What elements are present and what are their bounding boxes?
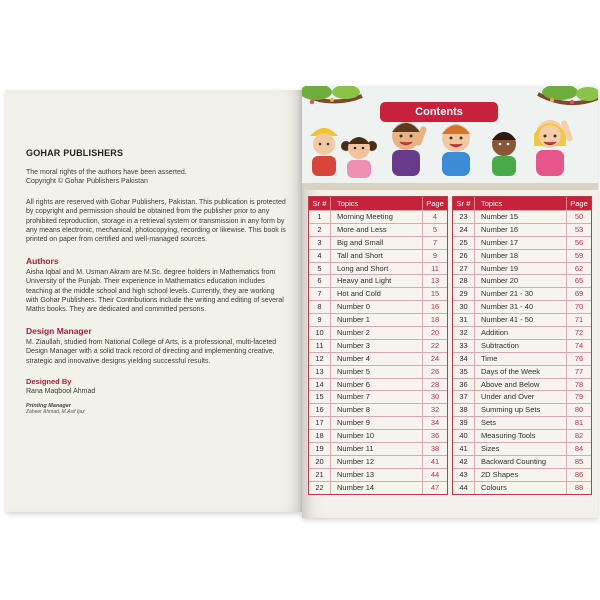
page-cell: 59 xyxy=(574,250,584,260)
topic-cell: Number 11 xyxy=(331,443,423,455)
sr-cell: 41 xyxy=(453,443,475,455)
topic-cell: Number 12 xyxy=(331,456,423,468)
topic-cell: Sizes xyxy=(475,443,567,455)
page-cell: 26 xyxy=(430,366,440,376)
topic-cell: Number 2 xyxy=(331,327,423,339)
sr-cell: 32 xyxy=(453,327,475,339)
contents-table-left xyxy=(308,196,448,495)
sr-column-header: Sr # xyxy=(309,197,331,210)
table-row xyxy=(309,378,447,391)
sr-cell: 8 xyxy=(309,301,331,313)
sr-cell: 22 xyxy=(309,482,331,494)
sr-cell: 27 xyxy=(453,263,475,275)
page-cell: 36 xyxy=(430,431,440,441)
page-cell: 69 xyxy=(574,289,584,299)
table-row xyxy=(309,249,447,262)
table-row xyxy=(309,455,447,468)
sr-cell: 10 xyxy=(309,327,331,339)
rights-block xyxy=(26,168,288,187)
page-cell: 74 xyxy=(574,340,584,350)
topic-cell: Number 5 xyxy=(331,366,423,378)
topic-cell: Number 17 xyxy=(475,237,567,249)
table-row xyxy=(453,403,591,416)
sr-cell: 19 xyxy=(309,443,331,455)
topic-cell: Heavy and Light xyxy=(331,275,423,287)
table-row xyxy=(453,326,591,339)
table-row xyxy=(453,416,591,429)
authors-text: Aisha Iqbal and M. Usman Akram are M.Sc. degree holders in Mathematics from University of the Punjab. Their experience in Mathematics education includes teaching at the middle school and high school levels. Currently, they are working with Gohar Publishers. Their Contributions include the writing and editing of several Maths books. They are dedicated and committed persons. xyxy=(26,268,284,314)
topic-cell: Number 21 - 30 xyxy=(475,288,567,300)
sr-cell: 4 xyxy=(309,250,331,262)
sr-cell: 44 xyxy=(453,482,475,494)
page-cell: 82 xyxy=(574,431,584,441)
printing-manager-text: Zaheer Ahmad, M.Asif Ijaz xyxy=(26,408,85,415)
table-row xyxy=(453,287,591,300)
page-cell: 84 xyxy=(574,444,584,454)
page-cell: 28 xyxy=(430,379,440,389)
table-row xyxy=(309,468,447,481)
table-row xyxy=(453,390,591,403)
table-row xyxy=(453,378,591,391)
table-row xyxy=(453,223,591,236)
table-row xyxy=(453,339,591,352)
contents-table-right xyxy=(452,196,592,495)
page-cell: 11 xyxy=(431,263,439,273)
sr-cell: 30 xyxy=(453,301,475,313)
page-column-header: Page xyxy=(570,199,588,208)
sr-cell: 5 xyxy=(309,263,331,275)
page-cell: 80 xyxy=(574,405,584,415)
page-cell: 70 xyxy=(574,302,584,312)
designed-by-heading: Designed By xyxy=(26,377,72,387)
topic-cell: Addition xyxy=(475,327,567,339)
page-cell: 5 xyxy=(432,224,438,234)
topic-cell: Number 20 xyxy=(475,275,567,287)
cartoon-banner xyxy=(302,86,598,190)
table-row xyxy=(309,352,447,365)
topic-cell: Number 41 - 50 xyxy=(475,314,567,326)
table-row xyxy=(309,442,447,455)
page-cell: 78 xyxy=(574,379,584,389)
page-cell: 4 xyxy=(432,212,438,221)
sr-cell: 23 xyxy=(453,211,475,223)
sr-cell: 7 xyxy=(309,288,331,300)
topic-cell: Tall and Short xyxy=(331,250,423,262)
sr-cell: 35 xyxy=(453,366,475,378)
sr-cell: 17 xyxy=(309,417,331,429)
topic-cell: Big and Small xyxy=(331,237,423,249)
copyright-text: Copyright © Gohar Publishers Pakistan xyxy=(26,178,148,186)
sr-cell: 31 xyxy=(453,314,475,326)
table-row xyxy=(453,262,591,275)
sr-cell: 13 xyxy=(309,366,331,378)
page-cell: 44 xyxy=(430,469,440,479)
sr-column-header: Sr # xyxy=(453,197,475,210)
page-cell: 56 xyxy=(574,237,584,247)
sr-cell: 38 xyxy=(453,404,475,416)
topic-cell: Number 6 xyxy=(331,379,423,391)
page-cell: 50 xyxy=(574,212,584,221)
topic-cell: Summing up Sets xyxy=(475,404,567,416)
sr-cell: 24 xyxy=(453,224,475,236)
topic-cell: Backward Counting xyxy=(475,456,567,468)
design-manager-text: M. Ziaullah, studied from National College of Arts, is a professional, multi-faceted Design Manager with a solid track record of directing and implementing creative, strategic and innovative designs yielding successful results. xyxy=(26,338,277,365)
sr-cell: 42 xyxy=(453,456,475,468)
table-row xyxy=(453,352,591,365)
table-row xyxy=(453,249,591,262)
topic-cell: Above and Below xyxy=(475,379,567,391)
sr-cell: 20 xyxy=(309,456,331,468)
topic-cell: Number 31 - 40 xyxy=(475,301,567,313)
page-cell: 76 xyxy=(574,353,584,363)
page-cell: 86 xyxy=(574,469,584,479)
page-cell: 81 xyxy=(574,418,584,428)
topic-cell: 2D Shapes xyxy=(475,469,567,481)
page-cell: 22 xyxy=(430,340,440,350)
sr-cell: 2 xyxy=(309,224,331,236)
designed-by-text: Rana Maqbool Ahmad xyxy=(26,388,96,396)
page-cell: 24 xyxy=(430,353,440,363)
table-row xyxy=(453,300,591,313)
table-row xyxy=(309,223,447,236)
imprint-page xyxy=(6,90,302,512)
topic-cell: Number 3 xyxy=(331,340,423,352)
page-column-header: Page xyxy=(426,199,444,208)
sr-cell: 28 xyxy=(453,275,475,287)
topic-cell: Number 8 xyxy=(331,404,423,416)
sr-cell: 15 xyxy=(309,391,331,403)
topic-cell: Measuring Tools xyxy=(475,430,567,442)
topic-cell: Subtraction xyxy=(475,340,567,352)
topic-cell: Number 16 xyxy=(475,224,567,236)
topic-cell: Long and Short xyxy=(331,263,423,275)
table-row xyxy=(309,326,447,339)
page-cell: 85 xyxy=(574,456,584,466)
sr-cell: 40 xyxy=(453,430,475,442)
design-manager-heading: Design Manager xyxy=(26,325,92,336)
table-row xyxy=(309,262,447,275)
sr-cell: 21 xyxy=(309,469,331,481)
publisher-name: GOHAR PUBLISHERS xyxy=(26,148,124,158)
page-cell: 20 xyxy=(430,328,440,338)
topic-cell: Morning Meeting xyxy=(331,211,423,223)
table-row xyxy=(309,403,447,416)
table-row xyxy=(453,313,591,326)
topic-cell: Number 9 xyxy=(331,417,423,429)
sr-cell: 43 xyxy=(453,469,475,481)
table-row xyxy=(309,287,447,300)
topic-cell: Number 13 xyxy=(331,469,423,481)
sr-cell: 39 xyxy=(453,417,475,429)
page-cell: 53 xyxy=(574,224,584,234)
page-cell: 77 xyxy=(574,366,584,376)
table-row xyxy=(453,481,591,494)
table-row xyxy=(309,210,447,223)
topic-cell: Number 7 xyxy=(331,391,423,403)
table-row xyxy=(309,313,447,326)
page-cell: 18 xyxy=(430,315,440,325)
sr-cell: 14 xyxy=(309,379,331,391)
topic-cell: Number 15 xyxy=(475,211,567,223)
page-cell: 88 xyxy=(574,482,584,492)
topic-cell: Time xyxy=(475,353,567,365)
table-row xyxy=(453,274,591,287)
contents-title: Contents xyxy=(380,102,498,122)
rights-notice: All rights are reserved with Gohar Publishers, Pakistan. This publication is protected by copyright and permission should be obtained from the publisher prior to any prohibited reproduction, storage in a retrieval system or transmission in any form by any means electronic, mechanical, photocopying, recording or likewise. This book is printed on paper from certified and well-managed sources. xyxy=(26,198,286,244)
sr-cell: 11 xyxy=(309,340,331,352)
table-header xyxy=(309,197,447,210)
table-row xyxy=(453,442,591,455)
contents-page xyxy=(302,86,598,518)
banner-ledge xyxy=(302,183,598,190)
table-row xyxy=(453,236,591,249)
sr-cell: 3 xyxy=(309,237,331,249)
sr-cell: 36 xyxy=(453,379,475,391)
page-cell: 9 xyxy=(432,250,438,260)
table-row xyxy=(309,274,447,287)
table-row xyxy=(309,416,447,429)
topic-cell: Number 19 xyxy=(475,263,567,275)
topic-cell: Under and Over xyxy=(475,391,567,403)
open-book xyxy=(6,86,598,518)
table-row xyxy=(309,481,447,494)
table-row xyxy=(453,365,591,378)
page-cell: 47 xyxy=(430,482,440,492)
table-row xyxy=(453,455,591,468)
table-row xyxy=(309,300,447,313)
moral-rights-text: The moral rights of the authors have been asserted. xyxy=(26,169,187,176)
topic-cell: Sets xyxy=(475,417,567,429)
topic-cell: Number 18 xyxy=(475,250,567,262)
page-cell: 65 xyxy=(574,276,584,286)
sr-cell: 9 xyxy=(309,314,331,326)
sr-cell: 18 xyxy=(309,430,331,442)
sr-cell: 26 xyxy=(453,250,475,262)
topic-cell: Number 1 xyxy=(331,314,423,326)
table-row xyxy=(309,339,447,352)
printing-manager-heading: Printing Manager xyxy=(26,402,71,409)
topic-cell: Number 0 xyxy=(331,301,423,313)
sr-cell: 1 xyxy=(309,211,331,223)
page-cell: 15 xyxy=(430,289,440,299)
topic-cell: Number 4 xyxy=(331,353,423,365)
sr-cell: 37 xyxy=(453,391,475,403)
topic-cell: Days of the Week xyxy=(475,366,567,378)
table-row xyxy=(309,429,447,442)
table-row xyxy=(309,236,447,249)
topic-cell: Number 10 xyxy=(331,430,423,442)
sr-cell: 29 xyxy=(453,288,475,300)
topic-cell: Number 14 xyxy=(331,482,423,494)
page-cell: 41 xyxy=(430,456,440,466)
page-cell: 34 xyxy=(430,418,440,428)
table-row xyxy=(309,365,447,378)
sr-cell: 25 xyxy=(453,237,475,249)
page-cell: 79 xyxy=(574,392,584,402)
table-header xyxy=(453,197,591,210)
page-cell: 7 xyxy=(432,237,438,247)
table-row xyxy=(453,468,591,481)
page-cell: 72 xyxy=(574,328,584,338)
topics-column-header: Topics xyxy=(331,197,423,210)
table-row xyxy=(309,390,447,403)
page-cell: 16 xyxy=(430,302,440,312)
topics-column-header: Topics xyxy=(475,197,567,210)
table-row xyxy=(453,210,591,223)
topic-cell: Colours xyxy=(475,482,567,494)
sr-cell: 16 xyxy=(309,404,331,416)
page-cell: 32 xyxy=(430,405,440,415)
page-cell: 62 xyxy=(574,263,584,273)
page-cell: 30 xyxy=(430,392,440,402)
authors-heading: Authors xyxy=(26,255,59,266)
sr-cell: 6 xyxy=(309,275,331,287)
page-cell: 71 xyxy=(574,315,584,325)
topic-cell: More and Less xyxy=(331,224,423,236)
table-row xyxy=(453,429,591,442)
page-cell: 13 xyxy=(430,276,440,286)
sr-cell: 34 xyxy=(453,353,475,365)
page-cell: 38 xyxy=(430,444,440,454)
topic-cell: Hot and Cold xyxy=(331,288,423,300)
sr-cell: 33 xyxy=(453,340,475,352)
sr-cell: 12 xyxy=(309,353,331,365)
